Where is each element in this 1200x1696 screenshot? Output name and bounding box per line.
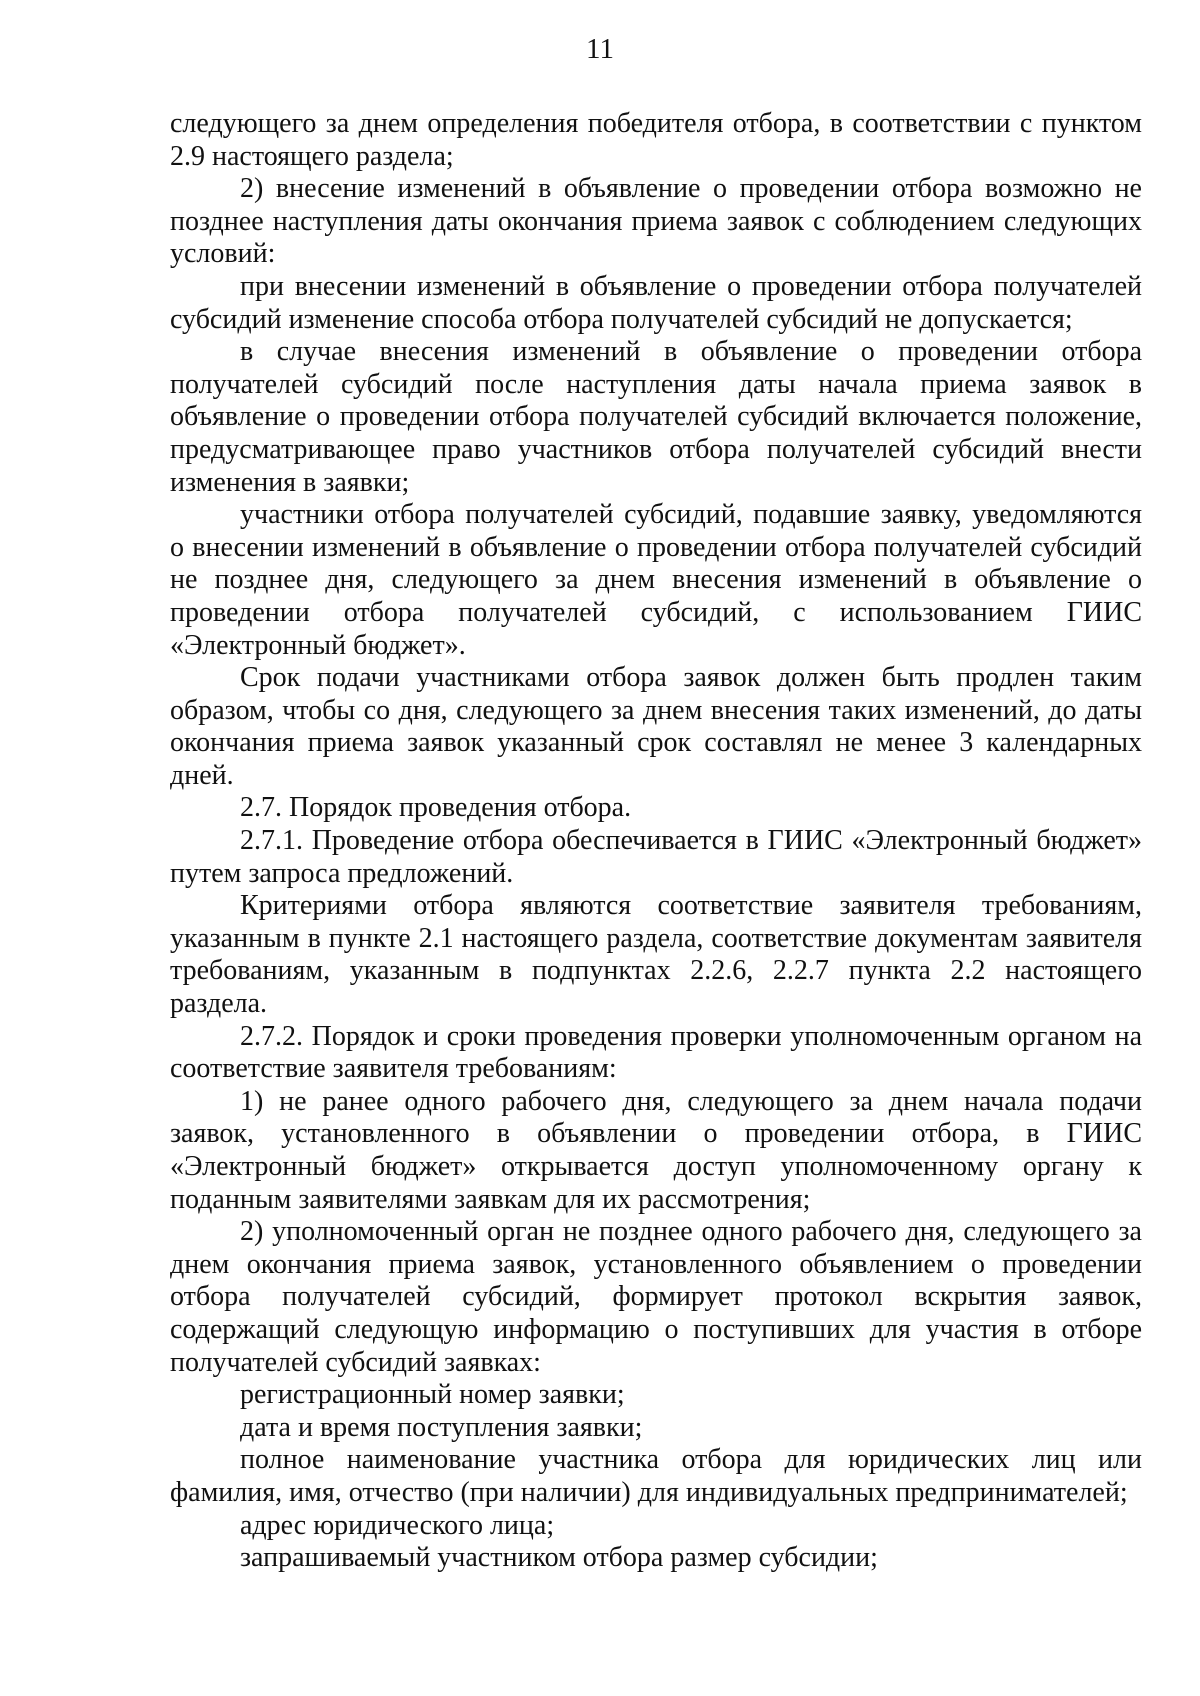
- paragraph: Критериями отбора являются соответствие заявителя требованиям, указанным в пункте 2.1 настоящего раздела, соответствие документам заявителя требованиям, указанным в подпунктах 2.2.6, 2.2.7 пункта 2.2 настоящего раздела.: [170, 890, 1142, 1020]
- paragraph: 2.7. Порядок проведения отбора.: [240, 792, 632, 824]
- paragraph: 1) не ранее одного рабочего дня, следующего за днем начала подачи заявок, установленного в объявлении о проведении отбора, в ГИИС «Электронный бюджет» открывается доступ уполномоченному органу к поданным заявителями заявкам для их рассмотрения;: [170, 1085, 1142, 1215]
- paragraph: 2.7.2. Порядок и сроки проведения проверки уполномоченным органом на соответствие заявителя требованиям:: [170, 1020, 1142, 1085]
- paragraph: дата и время поступления заявки;: [240, 1411, 643, 1443]
- paragraph: регистрационный номер заявки;: [240, 1379, 625, 1411]
- paragraph: 2) внесение изменений в объявление о проведении отбора возможно не позднее наступления даты окончания приема заявок с соблюдением следующих условий:: [170, 173, 1142, 270]
- paragraph: Срок подачи участниками отбора заявок должен быть продлен таким образом, чтобы со дня, следующего за днем внесения таких изменений, до даты окончания приема заявок указанный срок составлял не менее 3 календарных дней.: [170, 662, 1142, 791]
- document-body: [170, 108, 1142, 1575]
- paragraph: 2) уполномоченный орган не позднее одного рабочего дня, следующего за днем окончания приема заявок, установленного объявлением о проведении отбора получателей субсидий, формирует протокол вскрытия заявок, содержащий следующую информацию о поступивших для участия в отборе получателей субсидий заявках:: [170, 1216, 1142, 1378]
- paragraph: в случае внесения изменений в объявление о проведении отбора получателей субсидий после наступления даты начала приема заявок в объявление о проведении отбора получателей субсидий включается положение, предусматривающее право участников отбора получателей субсидий внести изменения в заявки;: [170, 336, 1142, 498]
- page-number: 11: [586, 33, 614, 65]
- paragraph: запрашиваемый участником отбора размер субсидии;: [240, 1542, 878, 1574]
- paragraph: при внесении изменений в объявление о проведении отбора получателей субсидий изменение способа отбора получателей субсидий не допускается;: [170, 270, 1142, 335]
- paragraph: 2.7.1. Проведение отбора обеспечивается в ГИИС «Электронный бюджет» путем запроса предложений.: [170, 825, 1142, 889]
- paragraph: адрес юридического лица;: [240, 1509, 555, 1541]
- paragraph: полное наименование участника отбора для юридических лиц или фамилия, имя, отчество (при наличии) для индивидуальных предпринимателей;: [170, 1444, 1142, 1508]
- paragraph: участники отбора получателей субсидий, подавшие заявку, уведомляются о внесении изменений в объявление о проведении отбора получателей субсидий не позднее дня, следующего за днем внесения изменений в объявление о проведении отбора получателей субсидий, с использованием ГИИС «Электронный бюджет».: [170, 499, 1142, 661]
- paragraph: следующего за днем определения победителя отбора, в соответствии с пунктом 2.9 настоящего раздела;: [170, 108, 1142, 172]
